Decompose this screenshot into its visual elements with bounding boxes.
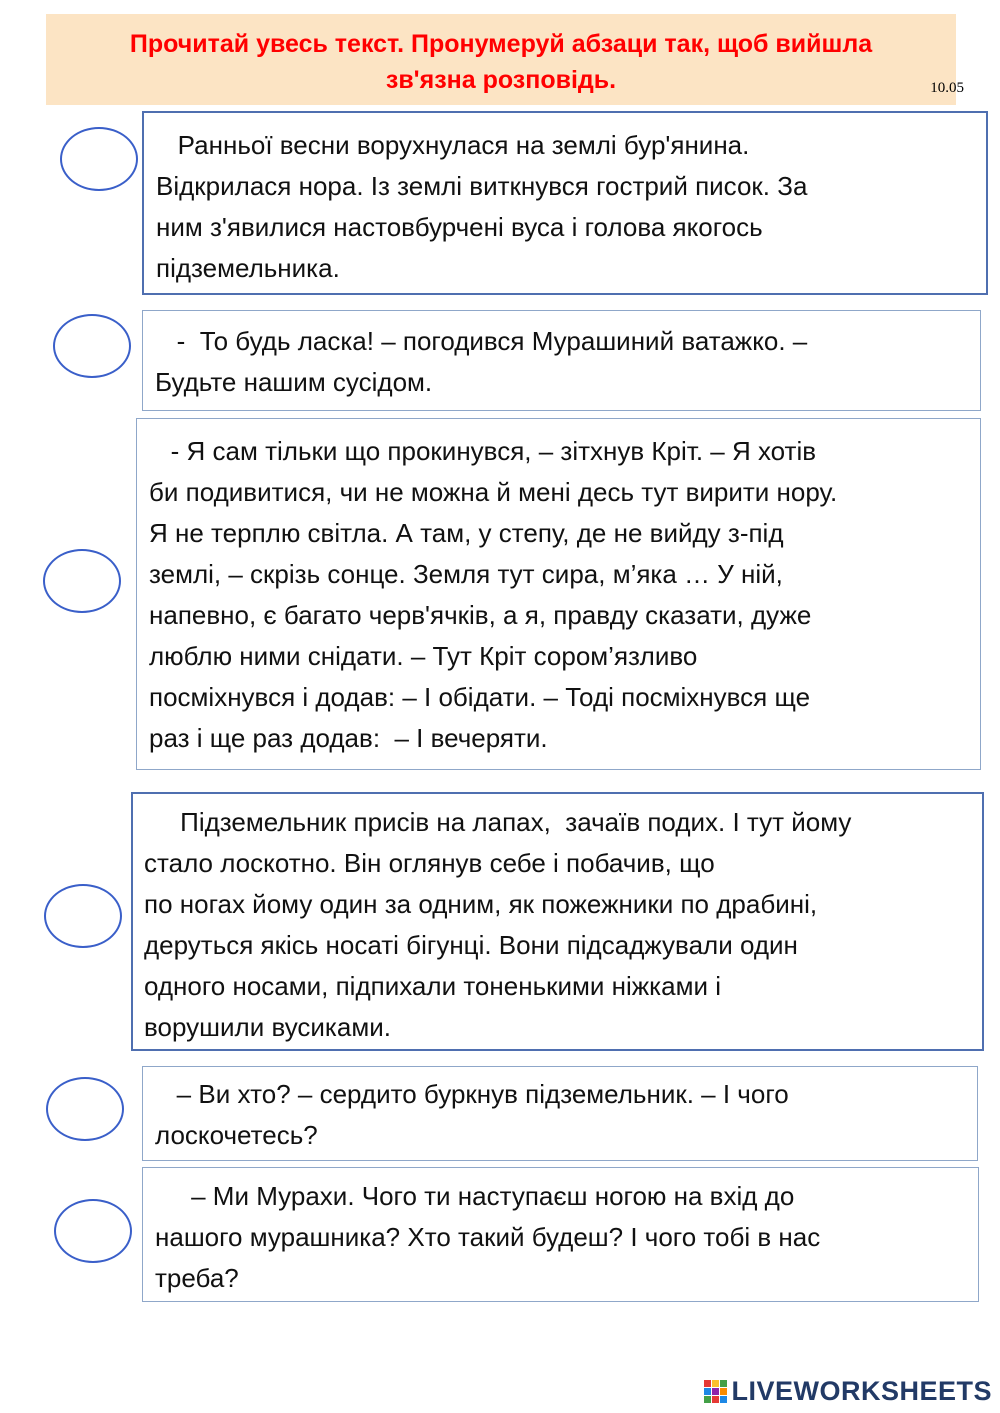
paragraph-text-2: - То будь ласка! – погодився Мурашиний ватажко. – Будьте нашим сусідом. bbox=[155, 326, 808, 397]
instruction-banner bbox=[46, 14, 964, 105]
paragraph-text-4: Підземельник присів на лапах, зачаїв подих. І тут йому стало лоскотно. Він оглянув себе і побачив, що по ногах йому один за одним, як пожежники по драбині, деруться якісь носаті бігунці. Вони підсаджували один одного носами, підпихали тоненькими ніжками і ворушили вусиками. bbox=[144, 807, 852, 1042]
answer-oval-2[interactable] bbox=[53, 314, 131, 378]
answer-oval-3[interactable] bbox=[43, 549, 121, 613]
date-label: 10.05 bbox=[930, 80, 964, 96]
logo-text: LIVEWORKSHEETS bbox=[731, 1376, 992, 1406]
paragraph-box-1 bbox=[142, 111, 988, 295]
paragraph-box-3 bbox=[136, 418, 981, 770]
instruction-text bbox=[46, 26, 956, 98]
answer-oval-4[interactable] bbox=[44, 884, 122, 948]
paragraph-box-5 bbox=[142, 1066, 978, 1161]
paragraph-box-2 bbox=[142, 310, 981, 411]
liveworksheets-logo bbox=[704, 1376, 992, 1407]
instruction-line-2: зв'язна розповідь. bbox=[385, 66, 617, 94]
paragraph-text-5: – Ви хто? – сердито буркнув підземельник. – І чого лоскочетесь? bbox=[155, 1079, 789, 1150]
paragraph-text-6: – Ми Мурахи. Чого ти наступаєш ногою на вхід до нашого мурашника? Хто такий будеш? І чого тобі в нас треба? bbox=[155, 1181, 821, 1293]
answer-oval-1[interactable] bbox=[60, 127, 138, 191]
paragraph-text-3: - Я сам тільки що прокинувся, – зітхнув Кріт. – Я хотів би подивитися, чи не можна й мені десь тут вирити нору. Я не терплю світла. А там, у степу, де не вийду з-під землі, – скрізь сонце. Земля тут сира, м’яка … У ній, напевно, є багато черв'ячків, а я, правду сказати, дуже люблю ними снідати. – Тут Кріт сором’язливо посміхнувся і додав: – І обідати. – Тоді посміхнувся ще раз і ще раз додав: – І вечеряти. bbox=[149, 436, 838, 753]
instruction-line-1: Прочитай увесь текст. Пронумеруй абзаци так, щоб вийшла bbox=[129, 30, 873, 58]
answer-oval-6[interactable] bbox=[54, 1199, 132, 1263]
paragraph-box-4 bbox=[131, 792, 984, 1051]
logo-icon bbox=[704, 1380, 727, 1403]
answer-oval-5[interactable] bbox=[46, 1077, 124, 1141]
paragraph-box-6 bbox=[142, 1167, 979, 1302]
paragraph-text-1: Ранньої весни ворухнулася на землі бур'янина. Відкрилася нора. Із землі виткнувся гострий писок. За ним з'явилися настовбурчені вуса і голова якогось підземельника. bbox=[156, 130, 808, 283]
